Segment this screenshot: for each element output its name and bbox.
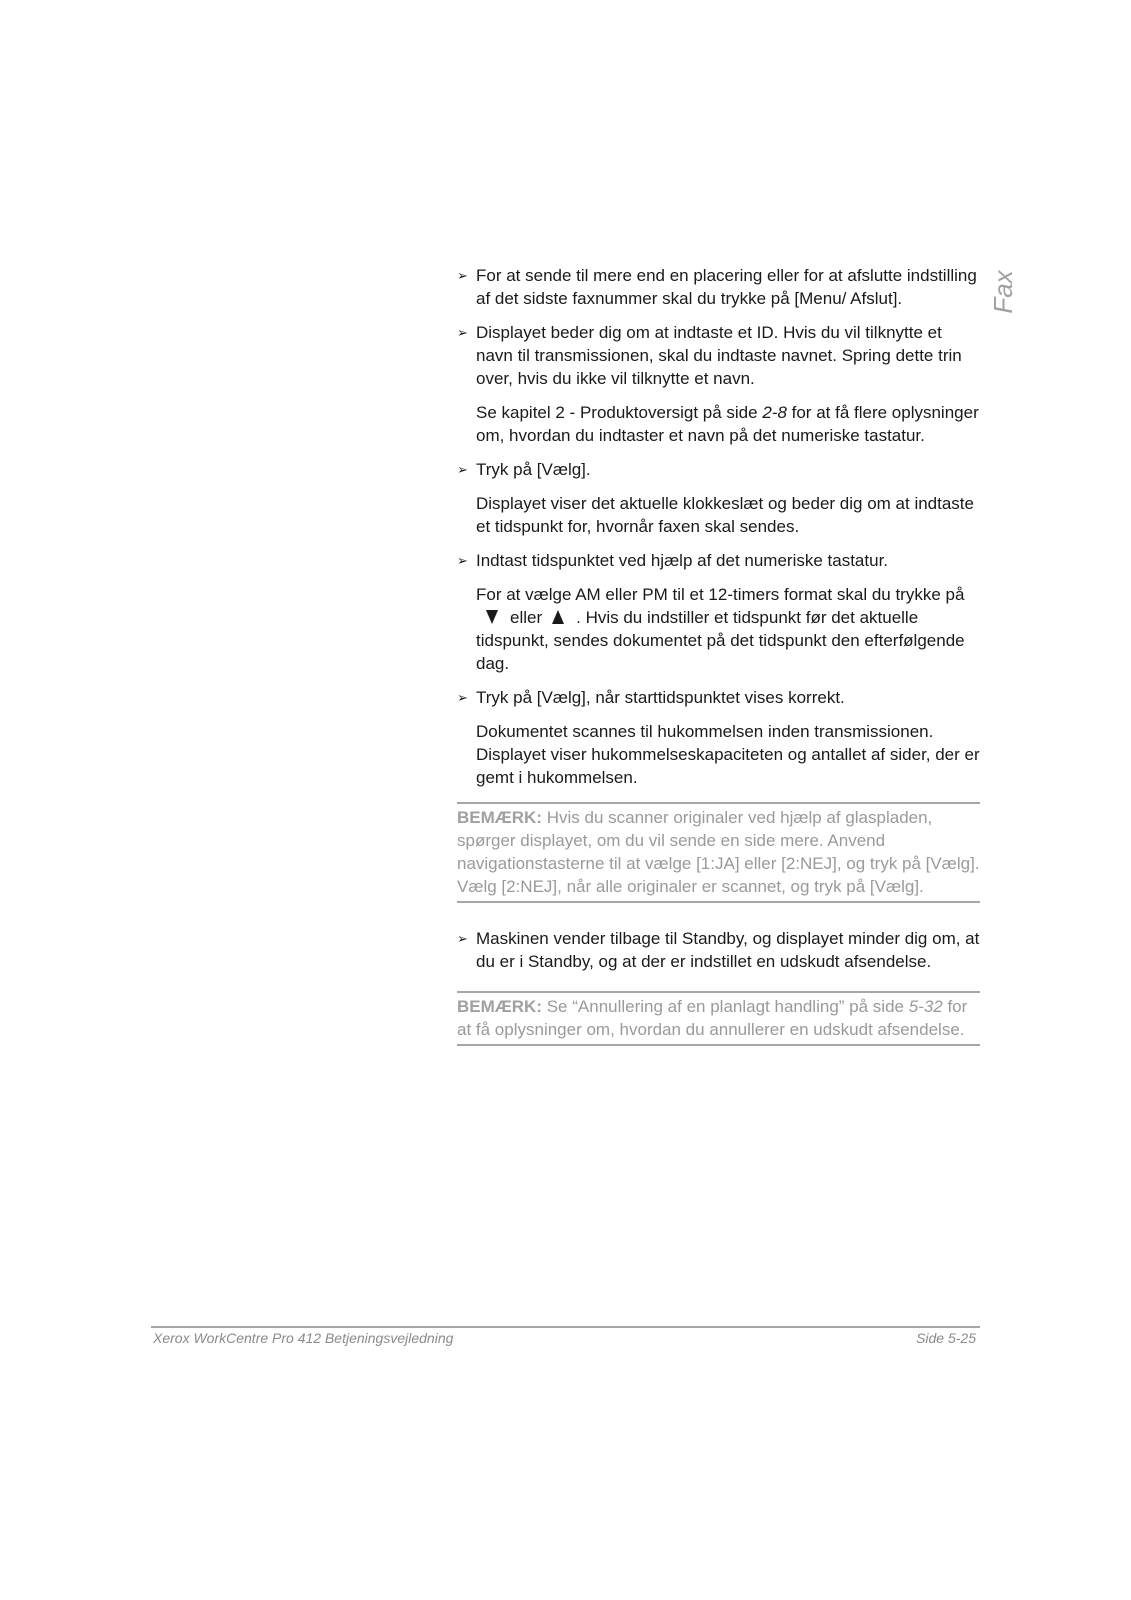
step-4-text: Indtast tidspunktet ved hjælp af det numeriske tastatur. <box>476 551 889 570</box>
main-content <box>457 264 980 1070</box>
step-1-text: For at sende til mere end en placering eller for at afslutte indstilling af det sidste faxnummer skal du trykke på [Menu/ Afslut]. <box>476 266 977 308</box>
note-label: BEMÆRK: <box>457 808 542 827</box>
step-6-text: Maskinen vender tilbage til Standby, og displayet minder dig om, at du er i Standby, og at der er indstillet en udskudt afsendelse. <box>476 929 980 971</box>
note-1-text: Hvis du scanner originaler ved hjælp af glaspladen, spørger displayet, om du vil sende en side mere. Anvend navigationstasterne til at vælge [1:JA] eller [2:NEJ], og tryk på [Vælg]. Vælg [2:NEJ], når alle originaler er scannet, og tryk på [Vælg]. <box>457 808 980 896</box>
step-3 <box>457 458 980 481</box>
footer-page-number: Side 5-25 <box>916 1330 976 1346</box>
step-5 <box>457 686 980 709</box>
step-1 <box>457 264 980 310</box>
note-2-text-a: Se “Annullering af en planlagt handling” på side <box>542 997 909 1016</box>
step-2 <box>457 321 980 390</box>
bullet-icon: ➢ <box>457 553 468 568</box>
step-3-detail <box>457 492 980 538</box>
down-triangle-icon <box>486 610 498 624</box>
step-3-detail-text: Displayet viser det aktuelle klokkeslæt og beder dig om at indtaste et tidspunkt for, hvornår faxen skal sendes. <box>476 494 974 536</box>
note-1 <box>457 802 980 903</box>
bullet-icon: ➢ <box>457 931 468 946</box>
page-reference: 5-32 <box>908 997 943 1016</box>
step-2-text: Displayet beder dig om at indtaste et ID. Hvis du vil tilknytte et navn til transmissionen, skal du indtaste navnet. Spring dette trin over, hvis du ikke vil tilknytte et navn. <box>476 323 962 388</box>
step-3-text: Tryk på [Vælg]. <box>476 460 591 479</box>
step-2-detail-a: Se kapitel 2 - Produktoversigt på side <box>476 403 763 422</box>
footer-manual-title: Xerox WorkCentre Pro 412 Betjeningsvejledning <box>153 1330 454 1346</box>
step-2-detail <box>457 401 980 447</box>
step-5-detail-text: Dokumentet scannes til hukommelsen inden transmissionen. Displayet viser hukommelseskapaciteten og antallet af sider, der er gemt i hukommelsen. <box>476 722 980 787</box>
page-reference: 2-8 <box>762 403 787 422</box>
step-4-detail <box>457 583 980 675</box>
step-2-detail-b: for at få flere oplysninger om, hvordan du indtaster et navn på det numeriske tastatur. <box>476 403 979 445</box>
up-triangle-icon <box>552 610 564 624</box>
bullet-icon: ➢ <box>457 268 468 283</box>
bullet-icon: ➢ <box>457 690 468 705</box>
section-tab-label: Fax <box>988 270 1018 314</box>
step-5-text: Tryk på [Vælg], når starttidspunktet vises korrekt. <box>476 688 845 707</box>
bullet-icon: ➢ <box>457 462 468 477</box>
step-6 <box>457 927 980 973</box>
step-4-detail-b: eller <box>510 608 543 627</box>
note-2 <box>457 991 980 1046</box>
step-4-detail-a: For at vælge AM eller PM til et 12-timers format skal du trykke på <box>476 585 965 604</box>
note-label: BEMÆRK: <box>457 997 542 1016</box>
step-4 <box>457 549 980 572</box>
step-5-detail <box>457 720 980 789</box>
section-tab <box>988 270 1018 314</box>
step-4-detail-c: . Hvis du indstiller et tidspunkt før det aktuelle tidspunkt, sendes dokumentet på det tidspunkt den efterfølgende dag. <box>476 608 965 673</box>
bullet-icon: ➢ <box>457 325 468 340</box>
footer-divider <box>151 1326 980 1328</box>
note-2-text-b: for at få oplysninger om, hvordan du annullerer en udskudt afsendelse. <box>457 997 968 1039</box>
